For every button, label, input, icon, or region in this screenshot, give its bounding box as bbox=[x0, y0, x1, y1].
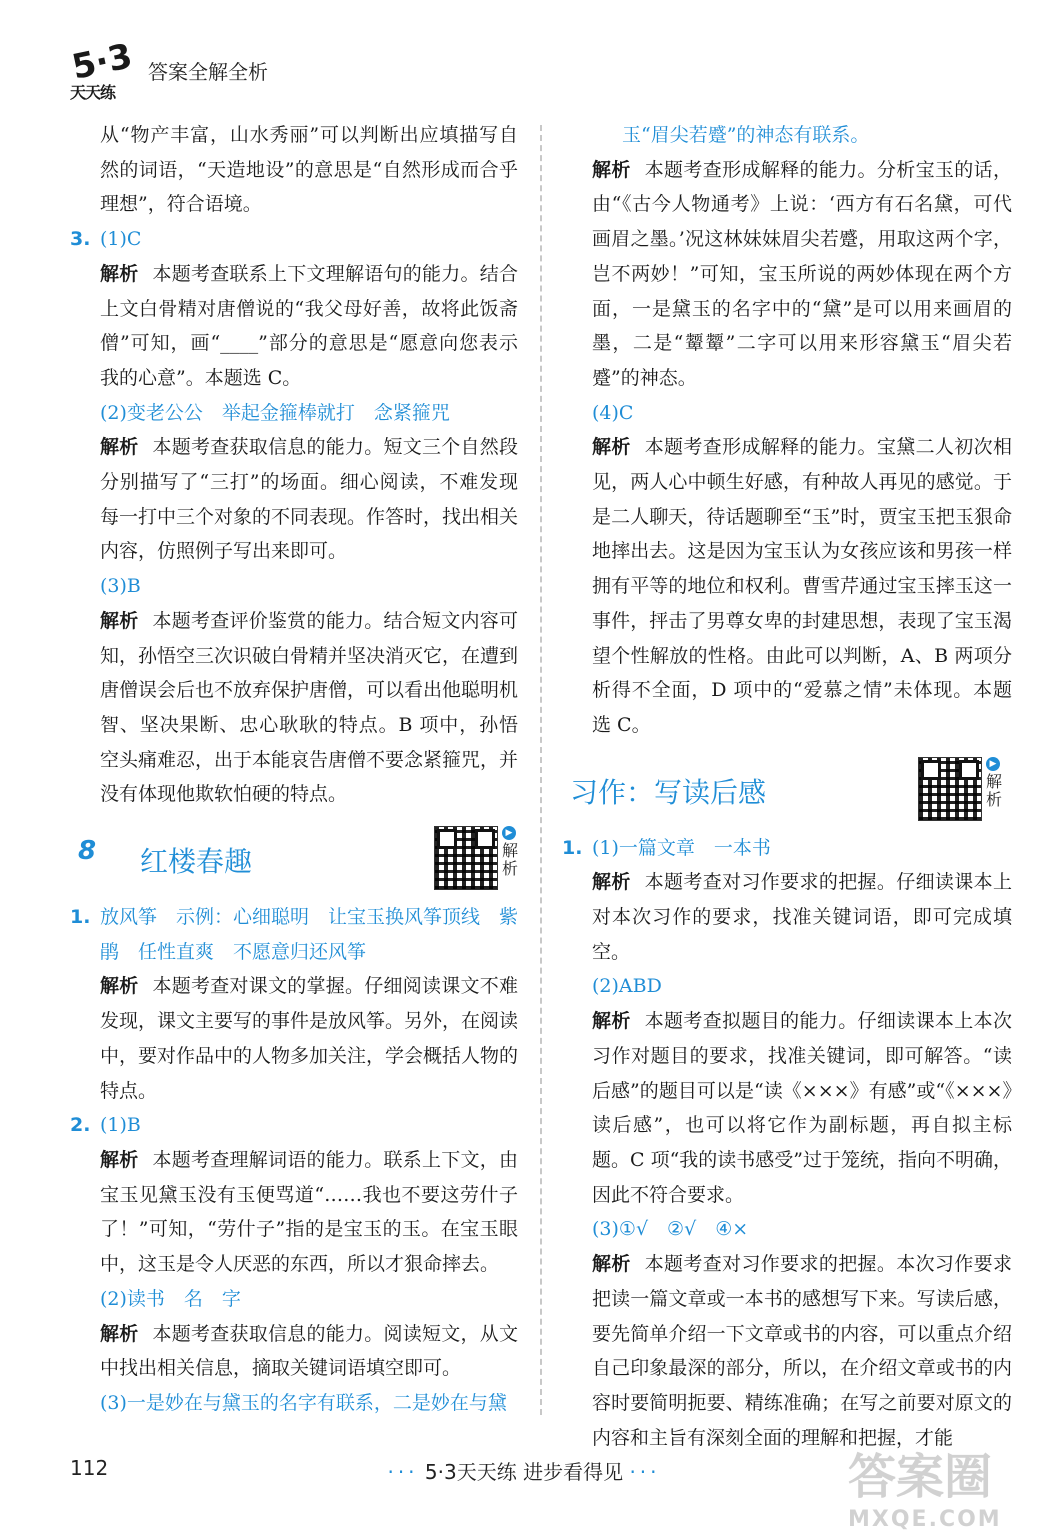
analysis-paragraph: 解析 本题考查评价鉴赏的能力。结合短文内容可知，孙悟空三次识破白骨精并坚决消灭它，在遭到唐僧误会后也不放弃保护唐僧，可以看出他聪明机智、坚决果断、忠心耿耿的特点。B 项中，孙悟空头痛难忍，出于本能哀告唐僧不要念紧箍咒，并没有体现他欺软怕硬的特点。 bbox=[100, 609, 519, 806]
analysis-paragraph: 解析 本题考查对习作要求的把握。本次习作要求把读一篇文章或一本书的感想写下来。写读后感，要先简单介绍一下文章或书的内容，可以重点介绍自己印象最深的部分，所以，在介绍文章或书的内容时要简明扼要、精练准确；在写之前要对原文的内容和主旨有深刻全面的理解和把握，才能 bbox=[592, 1253, 1012, 1449]
header-title: 答案全解全析 bbox=[148, 59, 268, 84]
slogan-text: 5·3天天练 进步看得见 bbox=[424, 1460, 624, 1484]
left-column bbox=[70, 118, 518, 1421]
analysis-paragraph: 解析 本题考查形成解释的能力。宝黛二人初次相见，两人心中顿生好感，有种故人再见的感觉。于是二人聊天，待话题聊至“玉”时，贾宝玉把玉狠命地摔出去。这是因为宝玉认为女孩应该和男孩一样拥有平等的地位和权利。曹雪芹通过宝玉摔玉这一事件，抨击了男尊女卑的封建思想，表现了宝玉渴望个性解放的性格。由此可以判断，A、B 两项分析得不全面，D 项中的“爱慕之情”未体现。本题选 C。 bbox=[592, 436, 1012, 736]
qr-caption: ▶ 解析 bbox=[502, 828, 519, 879]
analysis-label: 解析 bbox=[100, 1148, 139, 1171]
analysis-paragraph: 解析 本题考查获取信息的能力。阅读短文，从文中找出相关信息，摘取关键词语填空即可。 bbox=[100, 1322, 518, 1380]
analysis-label: 解析 bbox=[100, 1322, 139, 1345]
analysis-label: 解析 bbox=[592, 871, 631, 894]
logo-mark: 5·3 bbox=[68, 36, 136, 88]
watermark-title: 答案圈 bbox=[848, 1449, 993, 1505]
section-heading bbox=[562, 757, 1012, 825]
question-number: 1. bbox=[562, 836, 583, 859]
qr-code-icon[interactable] bbox=[434, 826, 498, 890]
footer-dots-left: ··· bbox=[387, 1460, 419, 1484]
analysis-paragraph: 解析 本题考查获取信息的能力。短文三个自然段分别描写了“三打”的场面。细心阅读，不难发现每一打中三个对象的不同表现。作答时，找出相关内容，仿照例子写出来即可。 bbox=[100, 436, 519, 563]
analysis-label: 解析 bbox=[592, 158, 631, 181]
qr-code-icon[interactable] bbox=[918, 757, 982, 821]
question-number: 2. bbox=[70, 1114, 91, 1137]
question-3-answer-1: 3. (1)C bbox=[70, 222, 518, 257]
watermark-url: MXQE.COM bbox=[848, 1507, 1002, 1532]
analysis-label: 解析 bbox=[592, 1010, 631, 1033]
analysis-label: 解析 bbox=[592, 436, 631, 459]
analysis-label: 解析 bbox=[100, 975, 139, 998]
analysis-paragraph: 解析 本题考查形成解释的能力。分析宝玉的话，由“《古今人物通考》上说：‘西方有石名黛，可代画眉之墨。’况这林妹妹眉尖若蹙，用取这两个字，岂不两妙！”可知，宝玉所说的两妙体现在两个方面，一是黛玉的名字中的“黛”是可以用来画眉的墨，二是“颦颦”二字可以用来形容黛玉“眉尖若蹙”的神态。 bbox=[592, 158, 1012, 389]
column-divider bbox=[540, 125, 542, 1415]
section-heading bbox=[70, 826, 518, 894]
analysis-label: 解析 bbox=[100, 262, 139, 285]
analysis-paragraph: 解析 本题考查理解词语的能力。联系上下文，由宝玉见黛玉没有玉便骂道“……我也不要这劳什子了！”可知，“劳什子”指的是宝玉的玉。在宝玉眼中，这玉是令人厌恶的东西，所以才狠命摔去。 bbox=[100, 1148, 518, 1276]
question-number: 1. bbox=[70, 906, 91, 929]
question-1-answer: 1. 放风筝 示例：心细聪明 让宝玉换风筝顶线 紫鹃 任性直爽 不愿意归还风筝 bbox=[70, 900, 518, 969]
section-number: 8 bbox=[78, 836, 97, 867]
section-title: 红楼春趣 bbox=[140, 845, 253, 879]
page-number: 112 bbox=[70, 1456, 109, 1480]
play-icon: ▶ bbox=[986, 757, 1000, 771]
question-3-answer-3: (3)B bbox=[100, 575, 141, 598]
section-title: 习作：写读后感 bbox=[570, 775, 767, 809]
brand-logo bbox=[68, 36, 140, 102]
question-2-answer-1: 2. (1)B bbox=[70, 1108, 518, 1143]
page-header bbox=[68, 36, 268, 102]
question-2-answer-2: (2)读书 名 字 bbox=[100, 1287, 241, 1310]
analysis-paragraph: 解析 本题考查联系上下文理解语句的能力。结合上文白骨精对唐僧说的“我父母好善，故将此饭斋僧”可知，画“____”部分的意思是“愿意向您表示我的心意”。本题选 C。 bbox=[100, 262, 518, 389]
logo-subtitle: 天天练 bbox=[70, 83, 116, 102]
analysis-label: 解析 bbox=[100, 609, 139, 632]
question-2-answer-4: (4)C bbox=[592, 401, 634, 424]
analysis-label: 解析 bbox=[592, 1253, 631, 1276]
answer-continuation: 玉“眉尖若蹙”的神态有联系。 bbox=[622, 124, 870, 146]
footer-dots-right: ··· bbox=[629, 1460, 661, 1484]
right-column bbox=[562, 118, 1012, 1455]
question-number: 3. bbox=[70, 228, 91, 251]
analysis-label: 解析 bbox=[100, 436, 139, 459]
footer-slogan bbox=[332, 1456, 716, 1485]
play-icon: ▶ bbox=[502, 826, 516, 840]
qr-caption: ▶ 解析 bbox=[986, 758, 1003, 809]
paragraph: 从“物产丰富，山水秀丽”可以判断出应填描写自然的词语，“天造地设”的意思是“自然形成而合乎理想”，符合语境。 bbox=[100, 124, 518, 216]
question-2-answer-3: (3)一是妙在与黛玉的名字有联系，二是妙在与黛 bbox=[100, 1391, 507, 1414]
analysis-paragraph: 解析 本题考查对课文的掌握。仔细阅读课文不难发现，课文主要写的事件是放风筝。另外，在阅读中，要对作品中的人物多加关注，学会概括人物的特点。 bbox=[100, 975, 519, 1102]
analysis-paragraph: 解析 本题考查对习作要求的把握。仔细读课本上对本次习作的要求，找准关键词语，即可完成填空。 bbox=[592, 871, 1012, 963]
question-1-answer-2: (2)ABD bbox=[592, 975, 662, 998]
question-1-answer-1: 1. (1)一篇文章 一本书 bbox=[562, 831, 1012, 866]
watermark-logo bbox=[848, 1438, 1018, 1532]
question-3-answer-2: (2)变老公公 举起金箍棒就打 念紧箍咒 bbox=[100, 401, 450, 424]
analysis-paragraph: 解析 本题考查拟题目的能力。仔细读课本上本次习作对题目的要求，找准关键词，即可解答。“读后感”的题目可以是“读《×××》有感”或“《×××》读后感”，也可以将它作为副标题，再自拟主标题。C 项“我的读书感受”过于笼统，指向不明确，因此不符合要求。 bbox=[592, 1010, 1013, 1206]
question-1-answer-3: (3)①√ ②√ ④× bbox=[592, 1218, 749, 1241]
